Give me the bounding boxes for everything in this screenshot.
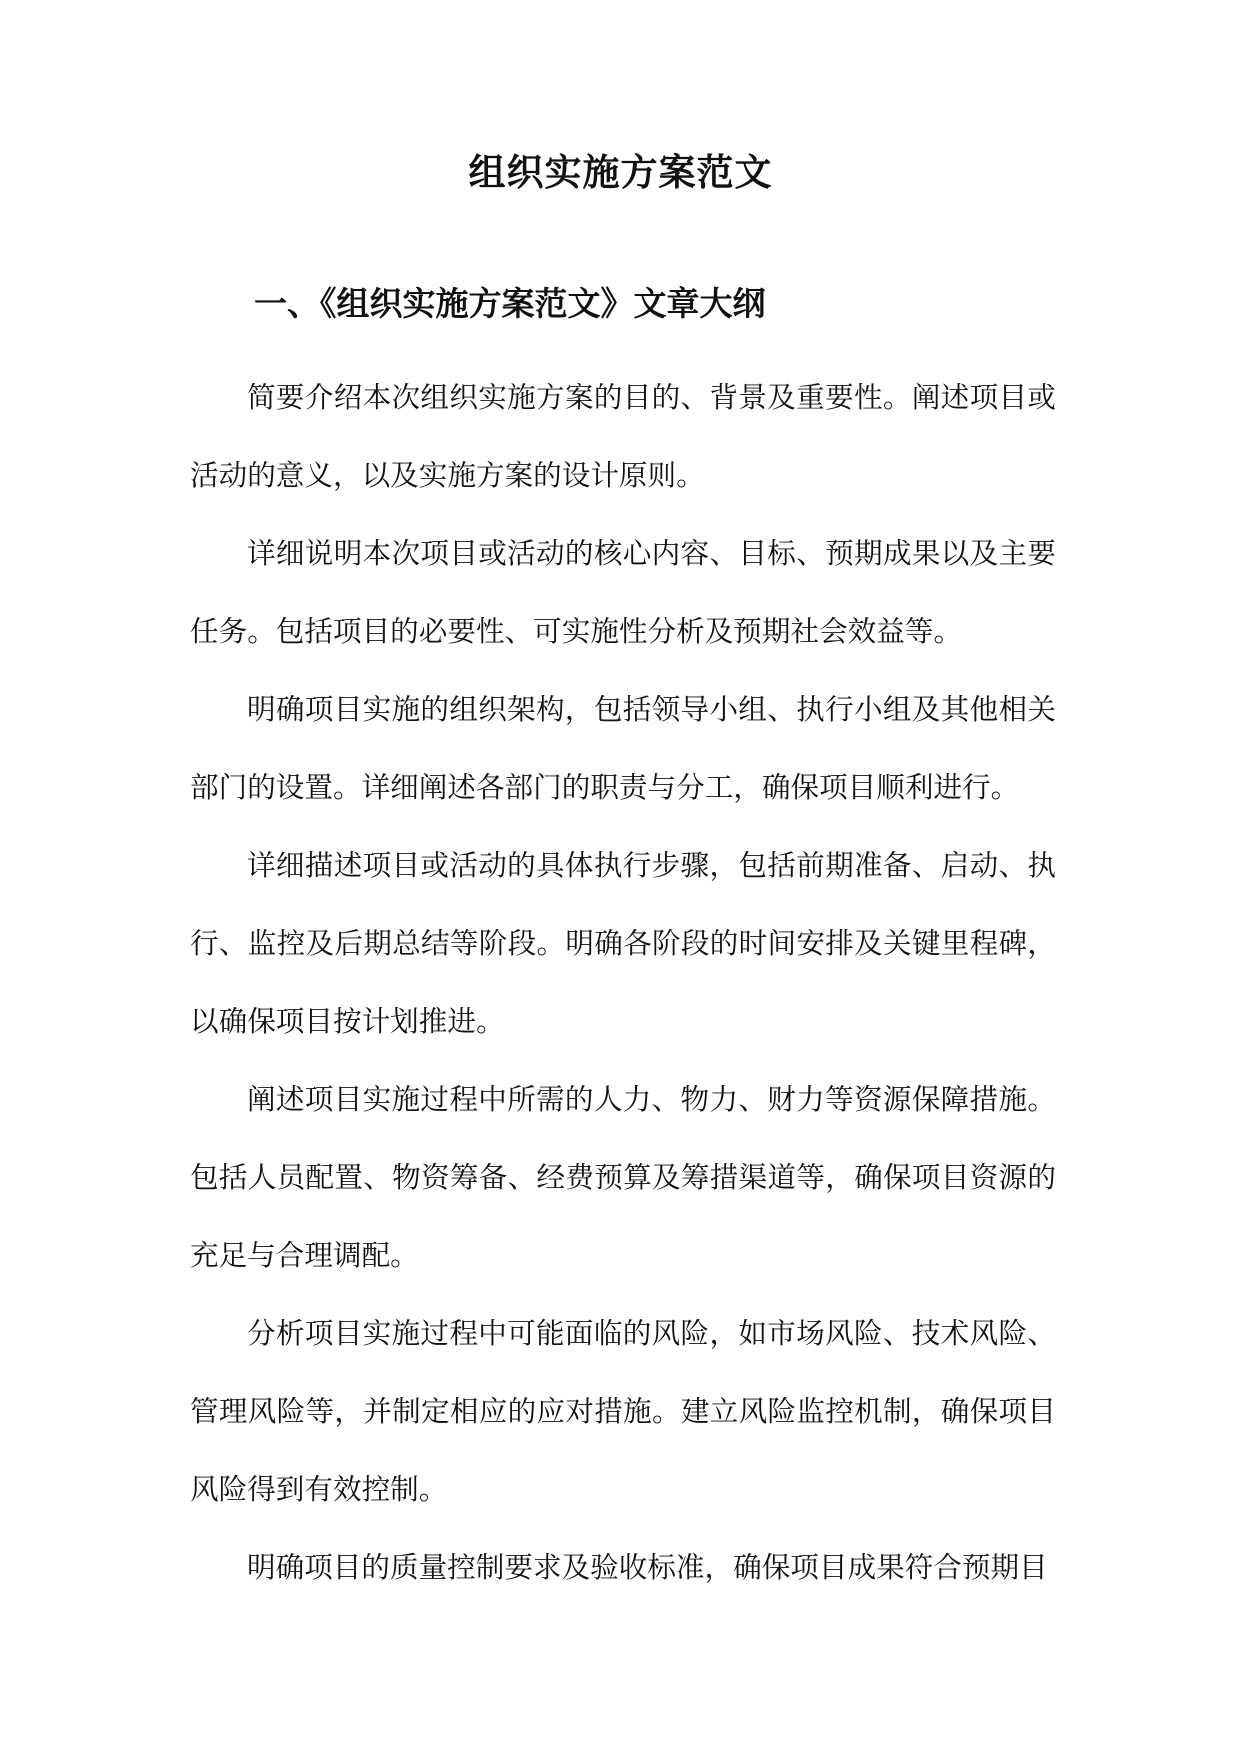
paragraph: 明确项目实施的组织架构，包括领导小组、执行小组及其他相关部门的设置。详细阐述各部门的职责与分工，确保项目顺利进行。 [190,692,1056,804]
paragraph: 明确项目的质量控制要求及验收标准，确保项目成果符合预期目 [247,1550,1048,1584]
document-body [190,358,1056,1606]
paragraph: 详细说明本次项目或活动的核心内容、目标、预期成果以及主要任务。包括项目的必要性、可实施性分析及预期社会效益等。 [190,536,1056,648]
document-title: 组织实施方案范文 [468,150,773,194]
paragraph: 详细描述项目或活动的具体执行步骤，包括前期准备、启动、执行、监控及后期总结等阶段。明确各阶段的时间安排及关键里程碑，以确保项目按计划推进。 [190,848,1056,1038]
paragraph: 简要介绍本次组织实施方案的目的、背景及重要性。阐述项目或活动的意义，以及实施方案的设计原则。 [190,380,1056,492]
paragraph: 阐述项目实施过程中所需的人力、物力、财力等资源保障措施。包括人员配置、物资筹备、经费预算及筹措渠道等，确保项目资源的充足与合理调配。 [190,1082,1056,1272]
section-heading: 一、《组织实施方案范文》文章大纲 [254,284,766,323]
paragraph: 分析项目实施过程中可能面临的风险，如市场风险、技术风险、管理风险等，并制定相应的应对措施。建立风险监控机制，确保项目风险得到有效控制。 [190,1316,1056,1506]
